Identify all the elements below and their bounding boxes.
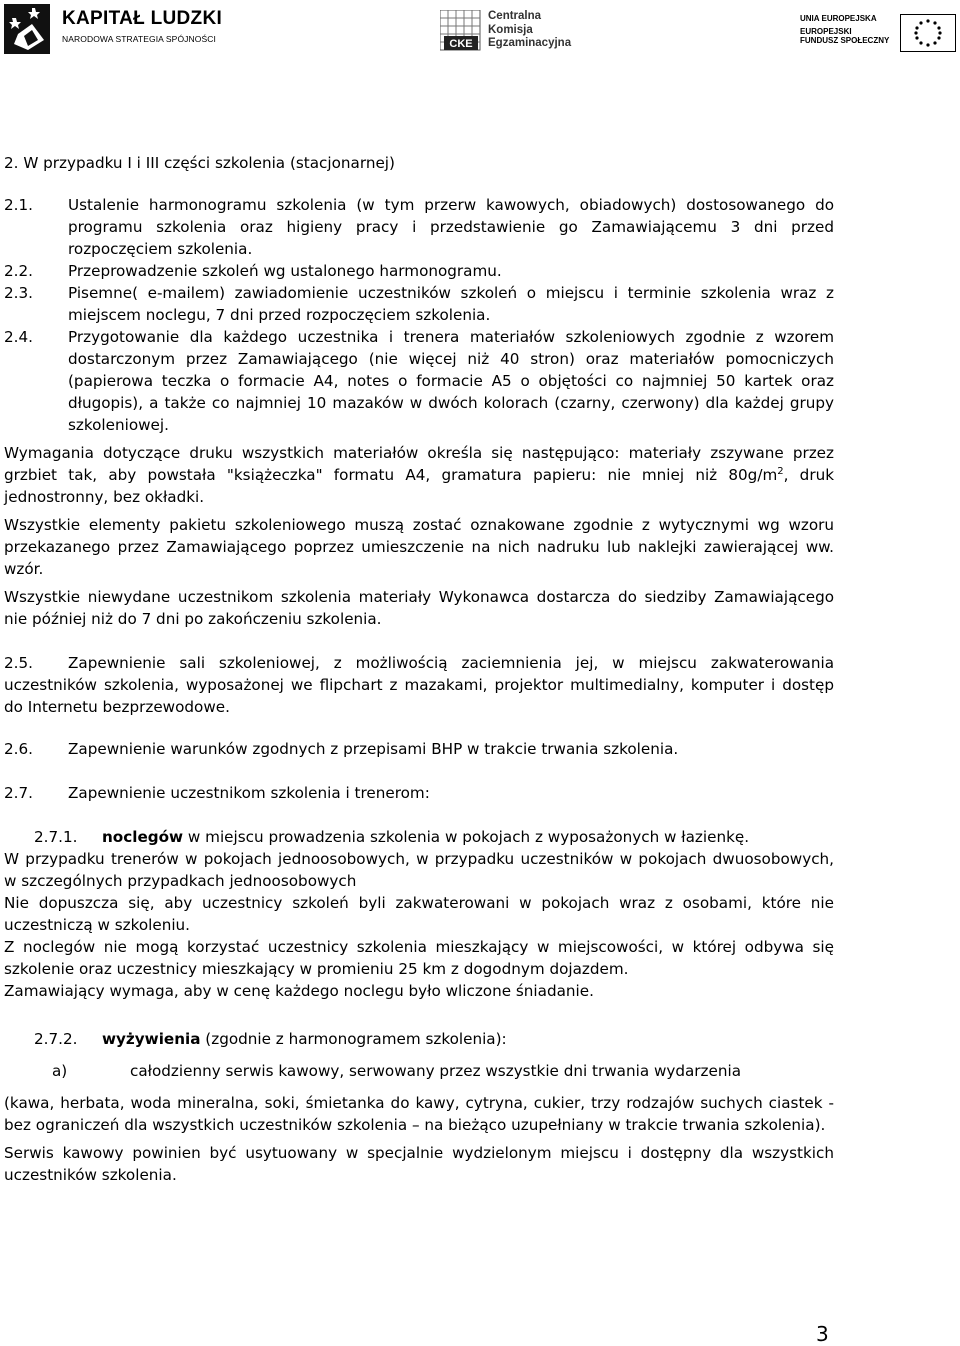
item-number: 2.4. bbox=[4, 328, 33, 346]
item-text: całodzienny serwis kawowy, serwowany przez wszystkie dni trwania wydarzenia bbox=[130, 1062, 742, 1080]
item-number: 2.2. bbox=[4, 262, 33, 280]
item-2-7 bbox=[4, 782, 834, 804]
item-2-5 bbox=[4, 652, 834, 718]
item-number: 2.1. bbox=[4, 196, 33, 214]
page-number: 3 bbox=[816, 1322, 829, 1346]
kapital-ludzki-subtitle: NARODOWA STRATEGIA SPÓJNOŚCI bbox=[62, 34, 216, 44]
eu-name bbox=[800, 14, 889, 45]
list-item bbox=[4, 260, 834, 282]
item-text: Przygotowanie dla każdego uczestnika i trenera materiałów szkoleniowych zgodnie z wzorem dostarczonym przez Zamawiającego (nie więcej niż 40 stron) oraz materiałów pomocniczych (papierowa teczka o formacie A4, notes o formacie A5 o objętości co najmniej 50 kartek oraz długopis), a także co najmniej 10 mazaków w dwóch kolorach (czarny, czerwony) dla każdej grupy szkoleniowej. bbox=[68, 328, 834, 434]
item-bold-term: noclegów bbox=[102, 828, 184, 846]
lodging-paragraph: Zamawiający wymaga, aby w cenę każdego noclegu było wliczone śniadanie. bbox=[4, 982, 594, 1000]
item-number: 2.7.1. bbox=[34, 828, 78, 846]
item-text: w miejscu prowadzenia szkolenia w pokojach z wyposażonych w łazienkę. bbox=[183, 828, 750, 846]
lodging-paragraph: W przypadku trenerów w pokojach jednoosobowych, w przypadku uczestników w pokojach dwuosobowych, w szczególnych przypadkach jednoosobowych bbox=[4, 850, 834, 890]
item-number: 2.7.2. bbox=[34, 1030, 78, 1048]
item-a bbox=[4, 1060, 834, 1082]
page-header bbox=[0, 0, 960, 60]
unissued-materials-paragraph: Wszystkie niewydane uczestnikom szkolenia materiały Wykonawca dostarcza do siedziby Zamawiającego nie później niż do 7 dni po zakończeniu szkolenia. bbox=[4, 588, 834, 628]
item-2-6 bbox=[4, 738, 834, 760]
kapital-ludzki-emblem-icon bbox=[4, 4, 54, 56]
elements-marking-paragraph: Wszystkie elementy pakietu szkoleniowego muszą zostać oznakowane zgodnie z wytycznymi wg wzoru przekazanego przez Zamawiającego poprzez umieszczenie na nich nadruku lub naklejki zawierającej ww. wzór. bbox=[4, 516, 834, 578]
print-req-superscript: 2 bbox=[777, 465, 784, 477]
eu-line-1: UNIA EUROPEJSKA bbox=[800, 14, 877, 23]
item-text: Zapewnienie warunków zgodnych z przepisami BHP w trakcie trwania szkolenia. bbox=[68, 740, 679, 758]
eu-flag-icon bbox=[900, 14, 956, 52]
list-item bbox=[4, 194, 834, 260]
coffee-detail-paragraph: (kawa, herbata, woda mineralna, soki, śmietanka do kawy, cytryna, cukier, trzy rodzajów suchych ciastek - bez ograniczeń dla wszystkich uczestników szkolenia – na bieżąco uzupełniany w trakcie trwania szkolenia). bbox=[4, 1094, 834, 1134]
cke-line-1: Centralna bbox=[488, 10, 542, 22]
item-bold-term: wyżywienia bbox=[102, 1030, 201, 1048]
item-text: Pisemne( e-mailem) zawiadomienie uczestników szkoleń o miejscu i terminie szkolenia wraz z miejscem noclegu, 7 dni przed rozpoczęciem szkolenia. bbox=[68, 284, 834, 324]
list-item bbox=[4, 282, 834, 326]
cke-line-2: Komisja bbox=[488, 23, 533, 36]
cke-line-3: Egzaminacyjna bbox=[488, 37, 572, 49]
item-text: Ustalenie harmonogramu szkolenia (w tym przerw kawowych, obiadowych) dostosowanego do programu szkolenia oraz higieny pracy i przedstawienie go Zamawiającemu 3 dni przed rozpoczęciem szkolenia. bbox=[68, 196, 834, 258]
lodging-paragraph: Nie dopuszcza się, aby uczestnicy szkoleń byli zakwaterowani w pokojach wraz z osobami, które nie uczestniczą w szkoleniu. bbox=[4, 894, 834, 934]
item-text: Zapewnienie sali szkoleniowej, z możliwością zaciemnienia jej, w miejscu zakwaterowania uczestników szkolenia, wyposażonej we flipchart z mazakami, projektor multimedialny, komputer i dostęp do Internetu bezprzewodowe. bbox=[4, 654, 834, 716]
eu-line-3: FUNDUSZ SPOŁECZNY bbox=[800, 36, 890, 45]
print-requirements-paragraph bbox=[4, 442, 834, 508]
document-body bbox=[4, 152, 834, 1186]
kapital-ludzki-logo bbox=[4, 4, 254, 56]
item-text: Przeprowadzenie szkoleń wg ustalonego harmonogramu. bbox=[68, 262, 502, 280]
coffee-place-paragraph: Serwis kawowy powinien być usytuowany w specjalnie wydzielonym miejscu i dostępny dla wszystkich uczestników szkolenia. bbox=[4, 1144, 834, 1184]
item-number: 2.3. bbox=[4, 284, 33, 302]
cke-grid-icon bbox=[440, 10, 484, 54]
item-letter: a) bbox=[52, 1062, 68, 1080]
item-text: (zgodnie z harmonogramem szkolenia): bbox=[200, 1030, 507, 1048]
item-number: 2.6. bbox=[4, 740, 33, 758]
cke-mark-text: CKE bbox=[449, 38, 473, 50]
kapital-ludzki-title: KAPITAŁ LUDZKI bbox=[62, 8, 223, 29]
eu-logo bbox=[800, 14, 958, 54]
section-heading: 2. W przypadku I i III części szkolenia (stacjonarnej) bbox=[4, 154, 395, 172]
item-2-7-2 bbox=[4, 1028, 834, 1050]
item-number: 2.5. bbox=[4, 654, 33, 672]
print-req-text-end: , druk jednostronny, bez okładki. bbox=[4, 466, 834, 506]
list-item bbox=[4, 326, 834, 436]
item-number: 2.7. bbox=[4, 784, 33, 802]
eu-line-2: EUROPEJSKI bbox=[800, 27, 852, 36]
lodging-paragraph: Z noclegów nie mogą korzystać uczestnicy szkolenia mieszkający w miejscowości, w której odbywa się szkolenie oraz uczestnicy mieszkający w promieniu 25 km z dogodnym dojazdem. bbox=[4, 938, 834, 978]
cke-logo bbox=[440, 10, 600, 56]
cke-name bbox=[488, 10, 571, 51]
print-req-text: Wymagania dotyczące druku wszystkich materiałów określa się następująco: materiały zszywane przez grzbiet tak, aby powstała "książeczka" formatu A4, gramatura papieru: nie mniej niż 80g/m bbox=[4, 444, 834, 484]
item-2-7-1 bbox=[4, 826, 834, 848]
item-text: Zapewnienie uczestnikom szkolenia i trenerom: bbox=[68, 784, 430, 802]
